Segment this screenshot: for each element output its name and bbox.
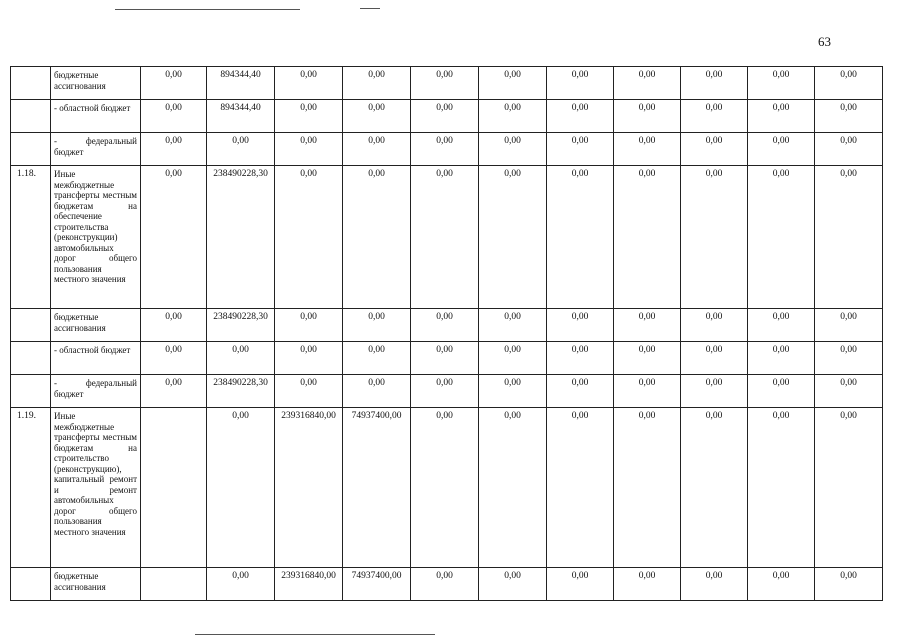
row-label: - федеральный бюджет <box>51 133 141 166</box>
value-cell: 0,00 <box>141 166 207 309</box>
row-label: бюджетные ассигнования <box>51 67 141 100</box>
value-cell: 0,00 <box>681 408 748 568</box>
value-cell: 0,00 <box>681 166 748 309</box>
value-cell: 0,00 <box>479 568 547 601</box>
value-cell: 0,00 <box>207 342 275 375</box>
top-scan-line-short <box>360 8 380 9</box>
row-code <box>11 375 51 408</box>
value-cell: 0,00 <box>815 100 883 133</box>
value-cell: 0,00 <box>815 568 883 601</box>
row-code <box>11 133 51 166</box>
value-cell: 0,00 <box>815 166 883 309</box>
row-code <box>11 568 51 601</box>
value-cell: 0,00 <box>207 568 275 601</box>
value-cell: 0,00 <box>681 568 748 601</box>
table-row <box>11 100 883 133</box>
value-cell: 0,00 <box>207 133 275 166</box>
value-cell: 0,00 <box>141 100 207 133</box>
value-cell: 894344,40 <box>207 100 275 133</box>
value-cell: 0,00 <box>681 100 748 133</box>
value-cell: 0,00 <box>748 166 815 309</box>
value-cell: 0,00 <box>275 100 343 133</box>
value-cell: 0,00 <box>411 568 479 601</box>
value-cell: 0,00 <box>411 133 479 166</box>
value-cell: 0,00 <box>748 309 815 342</box>
value-cell: 0,00 <box>275 67 343 100</box>
value-cell: 74937400,00 <box>343 568 411 601</box>
value-cell <box>141 568 207 601</box>
value-cell: 0,00 <box>748 408 815 568</box>
value-cell: 0,00 <box>748 133 815 166</box>
row-label: бюджетные ассигнования <box>51 568 141 601</box>
table-row <box>11 568 883 601</box>
budget-table-body <box>11 67 883 601</box>
value-cell: 0,00 <box>479 342 547 375</box>
value-cell: 0,00 <box>547 342 614 375</box>
value-cell: 0,00 <box>141 309 207 342</box>
value-cell: 0,00 <box>815 67 883 100</box>
value-cell: 0,00 <box>411 375 479 408</box>
value-cell: 0,00 <box>748 568 815 601</box>
value-cell: 0,00 <box>479 67 547 100</box>
value-cell: 0,00 <box>815 133 883 166</box>
value-cell: 0,00 <box>614 342 681 375</box>
value-cell: 0,00 <box>479 375 547 408</box>
value-cell: 0,00 <box>411 408 479 568</box>
value-cell: 239316840,00 <box>275 408 343 568</box>
value-cell: 0,00 <box>681 309 748 342</box>
table-row <box>11 408 883 568</box>
row-code <box>11 67 51 100</box>
value-cell: 0,00 <box>547 375 614 408</box>
value-cell: 0,00 <box>275 375 343 408</box>
value-cell: 238490228,30 <box>207 166 275 309</box>
value-cell: 0,00 <box>614 408 681 568</box>
table-row <box>11 342 883 375</box>
value-cell: 239316840,00 <box>275 568 343 601</box>
value-cell: 74937400,00 <box>343 408 411 568</box>
table-row <box>11 309 883 342</box>
row-label: Иные межбюджетные трансферты местным бюджетам на обеспечение строительства (реконструкции) автомобильных дорог общего пользования местного значения <box>51 166 141 309</box>
value-cell: 0,00 <box>815 342 883 375</box>
value-cell: 0,00 <box>547 309 614 342</box>
value-cell: 238490228,30 <box>207 309 275 342</box>
value-cell: 0,00 <box>343 100 411 133</box>
value-cell: 0,00 <box>343 342 411 375</box>
value-cell <box>141 408 207 568</box>
value-cell: 0,00 <box>815 375 883 408</box>
row-code: 1.18. <box>11 166 51 309</box>
value-cell: 0,00 <box>547 67 614 100</box>
value-cell: 0,00 <box>547 100 614 133</box>
value-cell: 0,00 <box>681 67 748 100</box>
value-cell: 0,00 <box>479 408 547 568</box>
value-cell: 0,00 <box>343 166 411 309</box>
value-cell: 0,00 <box>343 133 411 166</box>
value-cell: 0,00 <box>411 100 479 133</box>
row-code <box>11 309 51 342</box>
value-cell: 0,00 <box>748 342 815 375</box>
value-cell: 0,00 <box>411 166 479 309</box>
row-label: Иные межбюджетные трансферты местным бюджетам на строительство (реконструкцию), капитальный ремонт и ремонт автомобильных дорог общего пользования местного значения <box>51 408 141 568</box>
value-cell: 0,00 <box>411 67 479 100</box>
value-cell: 0,00 <box>614 100 681 133</box>
value-cell: 0,00 <box>275 133 343 166</box>
value-cell: 0,00 <box>614 568 681 601</box>
row-label: - федеральный бюджет <box>51 375 141 408</box>
table-row <box>11 375 883 408</box>
value-cell: 0,00 <box>681 133 748 166</box>
value-cell: 894344,40 <box>207 67 275 100</box>
table-row <box>11 67 883 100</box>
value-cell: 0,00 <box>547 166 614 309</box>
value-cell: 0,00 <box>343 309 411 342</box>
bottom-scan-line <box>195 634 435 635</box>
value-cell: 0,00 <box>614 67 681 100</box>
row-code: 1.19. <box>11 408 51 568</box>
value-cell: 0,00 <box>748 375 815 408</box>
row-label: - областной бюджет <box>51 342 141 375</box>
value-cell: 0,00 <box>141 342 207 375</box>
value-cell: 0,00 <box>614 375 681 408</box>
row-code <box>11 100 51 133</box>
value-cell: 0,00 <box>614 133 681 166</box>
row-code <box>11 342 51 375</box>
value-cell: 238490228,30 <box>207 375 275 408</box>
value-cell: 0,00 <box>411 342 479 375</box>
value-cell: 0,00 <box>748 100 815 133</box>
value-cell: 0,00 <box>815 408 883 568</box>
value-cell: 0,00 <box>343 67 411 100</box>
value-cell: 0,00 <box>141 375 207 408</box>
value-cell: 0,00 <box>275 342 343 375</box>
value-cell: 0,00 <box>547 133 614 166</box>
value-cell: 0,00 <box>275 309 343 342</box>
table-row <box>11 166 883 309</box>
row-label: бюджетные ассигнования <box>51 309 141 342</box>
value-cell: 0,00 <box>141 67 207 100</box>
value-cell: 0,00 <box>681 342 748 375</box>
value-cell: 0,00 <box>141 133 207 166</box>
page-number: 63 <box>818 34 831 49</box>
value-cell: 0,00 <box>614 166 681 309</box>
value-cell: 0,00 <box>748 67 815 100</box>
value-cell: 0,00 <box>547 568 614 601</box>
table-row <box>11 133 883 166</box>
value-cell: 0,00 <box>411 309 479 342</box>
value-cell: 0,00 <box>275 166 343 309</box>
value-cell: 0,00 <box>815 309 883 342</box>
value-cell: 0,00 <box>479 100 547 133</box>
value-cell: 0,00 <box>479 309 547 342</box>
value-cell: 0,00 <box>547 408 614 568</box>
value-cell: 0,00 <box>479 166 547 309</box>
top-scan-line <box>115 9 300 10</box>
budget-table <box>10 66 883 601</box>
value-cell: 0,00 <box>207 408 275 568</box>
value-cell: 0,00 <box>479 133 547 166</box>
value-cell: 0,00 <box>343 375 411 408</box>
row-label: - областной бюджет <box>51 100 141 133</box>
value-cell: 0,00 <box>614 309 681 342</box>
value-cell: 0,00 <box>681 375 748 408</box>
